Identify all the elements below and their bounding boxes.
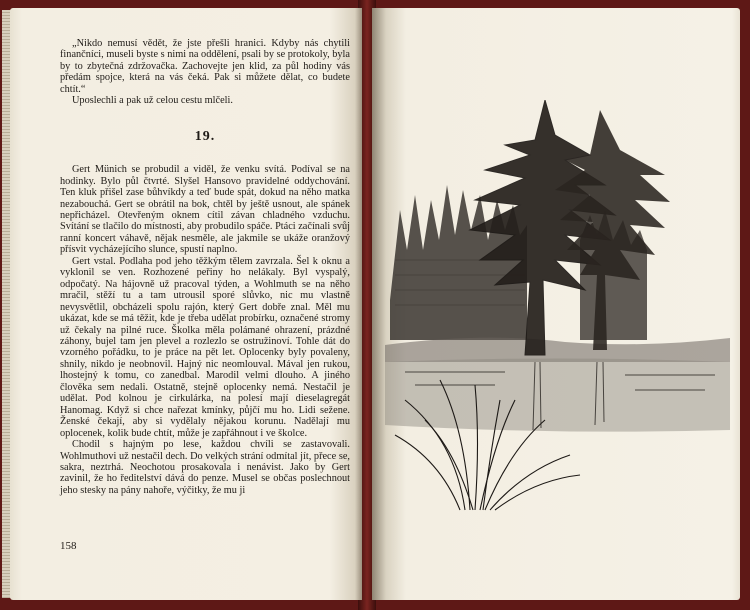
body-paragraph-1: Gert Münich se probudil a viděl, že venku svítá. Podíval se na hodinky. Bylo půl čtvrté. Slyšel Hansovo pravidelné oddychování. Ten kluk přišel zase bůhvíkdy a teď bude spát, dokud na něho matka nezabouchá. Gert se obrátil na bok, chtěl by ještě usnout, ale spánek nepřicházel. Otevřeným oknem cítil závan chladného vzduchu. Svítání se tlačilo do místnosti, aby probudilo spáče. Ptáci začínali svůj ranní koncert váhavě, nějak nesměle, ale jakmile se ukáže oranžový přísvit vycházejícího slunce, spustí naplno.: [60, 164, 350, 256]
page-number: 158: [60, 540, 77, 552]
pond: [385, 359, 730, 432]
illustration-spruce-trees-pond: [385, 100, 730, 520]
body-paragraph-3: Chodil s hajným po lese, každou chvíli se zastavovali. Wohlmuthovi už nestačil dech. Do velkých strání odmítal jít, přece se, sakra, neztrhá. Neochotou prosakovala i nenávist. Jako by Gert zavinil, že ho ředitelství dává do penze. Musel se občas poslechnout jeho stesky na pány nahoře, výčitky, že mu ji: [60, 439, 350, 496]
left-page-text: [60, 38, 350, 496]
body-paragraph-2: Gert vstal. Podlaha pod jeho těžkým tělem zavrzala. Šel k oknu a vyklonil se ven. Rozhozené peřiny ho nelákaly. Byl vyspalý, odpočatý. Na hájovně už pracoval týden, a Wohlmuth se na něho mračil, stěží tu a tam utrousil sporé slůvko, nic mu vlastně nevysvětlil, obcházeli spolu rajón, který Gert dobře znal. Měl mu ukázat, kde se má těžit, kde je třeba udělat probírku, označené stromy už čekaly na pilné ruce. Školka měla polámané ohrazení, prázdné záhony, bujel tam jen plevel a rozlezlo se ostružinoví. Tohle dát do vzorného pořádku, to je práce na pět let. Oplocenky byly povaleny, shnily, nikdo je neobnovil. Hajný nic neomlouval. Mával jen rukou, lhostejný k tomu, co zanedbal. Marodil velmi dlouho. A jiného člověka sem nedali. Ostatně, stejně oplocenky nemá. Nestačil je udělat. Pod kolnou je cirkulárka, na polesí mají dieselagregát Hanomag. Když si chce nařezat kmínky, půjčí mu ho. Lidi sežene. Ženské čekají, aby si vydělaly nějakou korunu. Nadělají mu oplocenek, kolik bude chtít, může je zapřáhnout i ve školce.: [60, 255, 350, 439]
ground: [385, 338, 730, 362]
intro-paragraph-2: Uposlechli a pak už celou cestu mlčeli.: [72, 95, 233, 107]
intro-paragraph-1: „Nikdo nemusí vědět, že jste přešli hranici. Kdyby nás chytili finančníci, museli byste s nimi na oddělení, psali by se protokoly, byla by to zbytečná zdržovačka. Zachovejte jen klid, za půl hodiny vás předám spojce, která na vás čeká. Pak si můžete dělat, co budete chtít.“: [60, 38, 350, 95]
left-page: [10, 8, 362, 600]
chapter-heading: 19.: [194, 128, 216, 144]
